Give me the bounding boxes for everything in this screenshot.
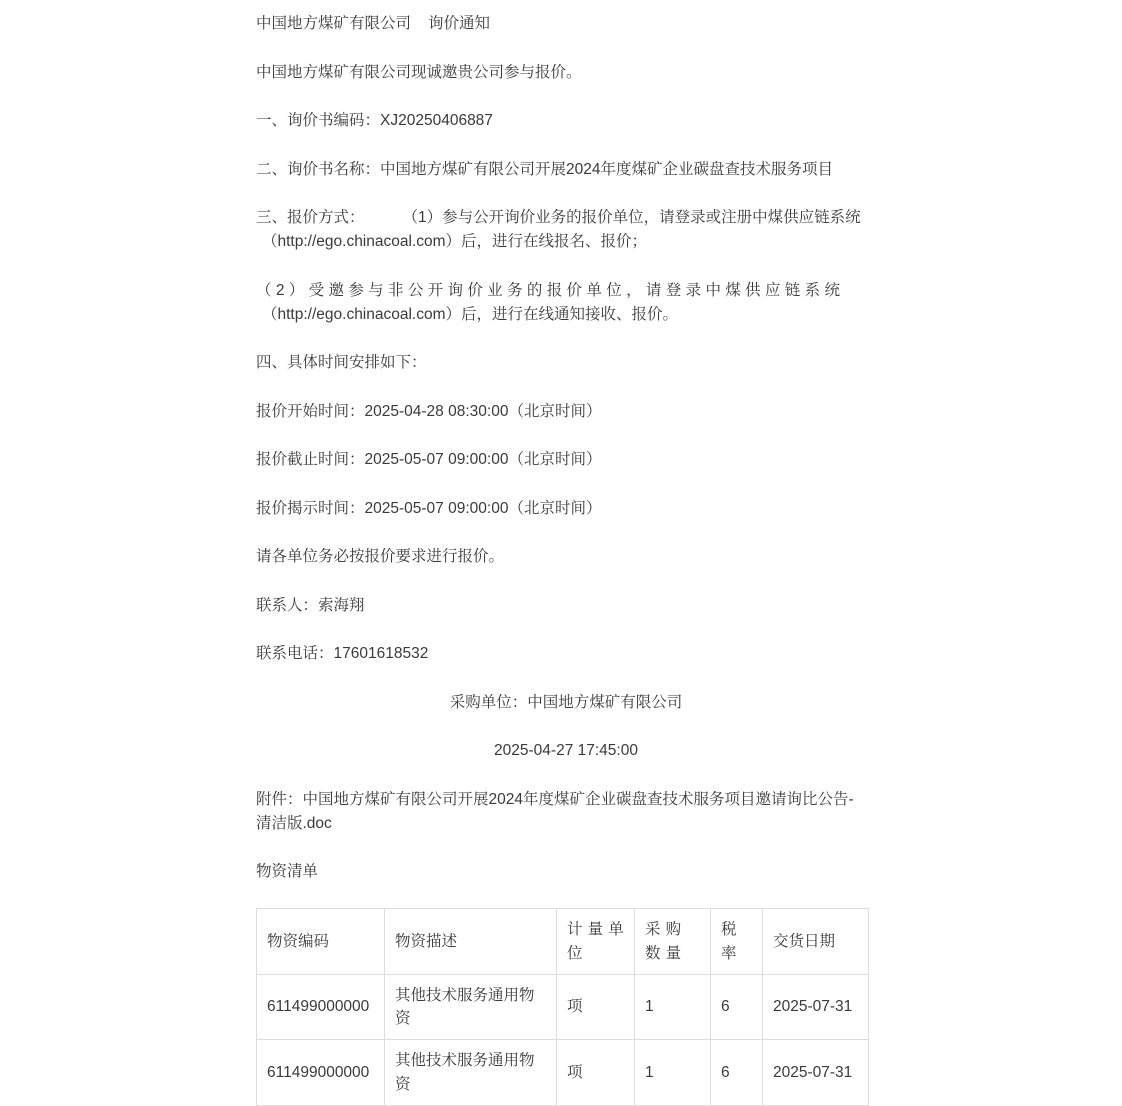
contact-person-label: 联系人： bbox=[256, 596, 319, 614]
attachment-label: 附件： bbox=[256, 790, 303, 808]
goods-table-header-row bbox=[257, 909, 869, 975]
goods-table-header-unit bbox=[557, 909, 635, 975]
bid-end-time-label: 报价截止时间： bbox=[256, 451, 365, 469]
table-row bbox=[257, 974, 869, 1040]
bid-method-2-line2: （http://ego.chinacoal.com）后，进行在线通知接收、报价。 bbox=[262, 305, 679, 323]
cell-quantity: 1 bbox=[635, 974, 711, 1040]
header-quantity-text: 采购数量 bbox=[645, 921, 687, 962]
cell-delivery-date: 2025-07-31 bbox=[763, 1040, 869, 1106]
attachment-line bbox=[256, 788, 868, 836]
header-description-text: 物资描述 bbox=[395, 932, 458, 950]
cell-code: 611499000000 bbox=[257, 1040, 385, 1106]
contact-phone-label: 联系电话： bbox=[256, 645, 334, 663]
bid-reveal-time bbox=[256, 497, 868, 521]
cell-tax-rate: 6 bbox=[711, 974, 763, 1040]
bid-start-time-label: 报价开始时间： bbox=[256, 402, 365, 420]
cell-code: 611499000000 bbox=[257, 974, 385, 1040]
bid-reveal-time-label: 报价揭示时间： bbox=[256, 499, 365, 517]
purchaser-label: 采购单位： bbox=[449, 693, 528, 711]
contact-phone-value: 17601618532 bbox=[333, 645, 429, 663]
item-bid-methods-label: 三、报价方式： bbox=[256, 209, 365, 227]
goods-table-header-tax-rate bbox=[711, 909, 763, 975]
purchaser-line bbox=[256, 691, 868, 715]
goods-list-heading: 物资清单 bbox=[256, 863, 319, 881]
item-bid-method-2 bbox=[256, 279, 868, 327]
item-inquiry-code-label: 一、询价书编码： bbox=[256, 112, 381, 130]
signature-datetime: 2025-04-27 17:45:00 bbox=[494, 742, 638, 760]
bid-method-1-line1: （1）参与公开询价业务的报价单位，请登录或注册中煤供应链系统 bbox=[402, 209, 861, 227]
cell-tax-rate: 6 bbox=[711, 1040, 763, 1106]
goods-table-header-code bbox=[257, 909, 385, 975]
item-inquiry-code bbox=[256, 109, 868, 133]
contact-person bbox=[256, 594, 868, 618]
purchaser-value: 中国地方煤矿有限公司 bbox=[527, 693, 683, 711]
cell-delivery-date: 2025-07-31 bbox=[763, 974, 869, 1040]
title-company: 中国地方煤矿有限公司 bbox=[256, 15, 412, 32]
document-title bbox=[256, 12, 868, 36]
item-schedule-heading: 四、具体时间安排如下： bbox=[256, 354, 427, 372]
table-row bbox=[257, 1040, 869, 1106]
header-tax-rate-text: 税率 bbox=[721, 921, 742, 962]
attachment-filename[interactable]: 中国地方煤矿有限公司开展2024年度煤矿企业碳盘查技术服务项目邀请询比公告-清洁版.doc bbox=[256, 790, 854, 832]
header-code-text: 物资编码 bbox=[267, 932, 330, 950]
contact-phone bbox=[256, 642, 868, 666]
bid-method-1-line2: （http://ego.chinacoal.com）后，进行在线报名、报价； bbox=[262, 233, 648, 251]
item-inquiry-name-label: 二、询价书名称： bbox=[256, 160, 381, 178]
item-bid-methods bbox=[256, 206, 868, 254]
bid-start-time-value: 2025-04-28 08:30:00（北京时间） bbox=[364, 402, 602, 420]
goods-table-header-description bbox=[385, 909, 557, 975]
title-doc-type: 询价通知 bbox=[428, 15, 491, 32]
goods-table-body bbox=[257, 974, 869, 1105]
goods-table bbox=[256, 908, 869, 1106]
contact-person-value: 索海翔 bbox=[318, 596, 365, 614]
bid-start-time bbox=[256, 400, 868, 424]
cell-description: 其他技术服务通用物资 bbox=[385, 974, 557, 1040]
cell-quantity: 1 bbox=[635, 1040, 711, 1106]
goods-table-header-delivery-date bbox=[763, 909, 869, 975]
cell-description: 其他技术服务通用物资 bbox=[385, 1040, 557, 1106]
document-body bbox=[256, 12, 868, 1106]
bid-notice: 请各单位务必按报价要求进行报价。 bbox=[256, 548, 505, 566]
bid-reveal-time-value: 2025-05-07 09:00:00（北京时间） bbox=[364, 499, 602, 517]
intro-paragraph: 中国地方煤矿有限公司现诚邀贵公司参与报价。 bbox=[256, 63, 582, 81]
header-delivery-date-text: 交货日期 bbox=[773, 932, 836, 950]
bid-method-2-line1: （2）受邀参与非公开询价业务的报价单位，请登录中煤供应链系统 bbox=[256, 281, 845, 299]
item-inquiry-code-value: XJ20250406887 bbox=[380, 112, 493, 130]
header-unit-text: 计量单位 bbox=[567, 921, 629, 962]
bid-end-time bbox=[256, 448, 868, 472]
item-inquiry-name-value: 中国地方煤矿有限公司开展2024年度煤矿企业碳盘查技术服务项目 bbox=[380, 160, 833, 178]
goods-table-head bbox=[257, 909, 869, 975]
cell-unit: 项 bbox=[557, 1040, 635, 1106]
bid-end-time-value: 2025-05-07 09:00:00（北京时间） bbox=[364, 451, 602, 469]
goods-table-header-quantity bbox=[635, 909, 711, 975]
item-inquiry-name bbox=[256, 158, 868, 182]
cell-unit: 项 bbox=[557, 974, 635, 1040]
